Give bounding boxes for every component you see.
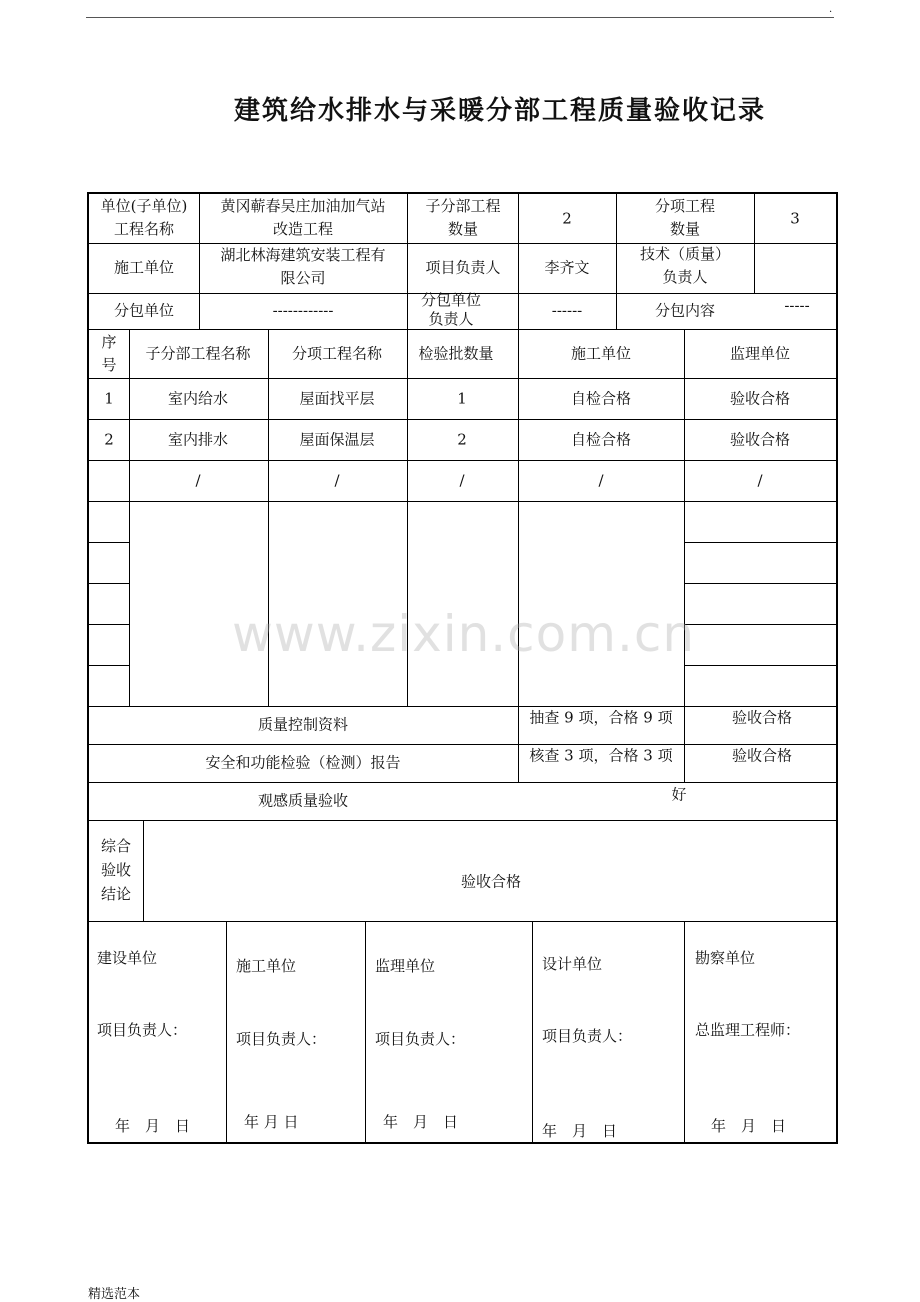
pm-name: 李齐文	[544, 258, 590, 277]
row-line	[684, 542, 836, 543]
sign-role: 项目负责人：	[97, 1021, 188, 1039]
col-line	[518, 194, 519, 329]
row-line	[89, 542, 129, 543]
sign-date: 年 月 日	[115, 1117, 191, 1135]
sign-role: 项目负责人：	[542, 1027, 633, 1045]
col-line	[754, 194, 755, 293]
sign-role: 总监理工程师：	[695, 1021, 801, 1039]
col-line	[616, 194, 617, 329]
tech-label: 技术（质量） 负责人	[639, 245, 731, 286]
row-line	[89, 820, 836, 821]
quality-verdict: 验收合格	[731, 708, 793, 727]
row-line	[684, 624, 836, 625]
row-line	[684, 665, 836, 666]
col-line	[684, 329, 685, 782]
sign-unit: 勘察单位	[695, 949, 756, 967]
row-supervisor: 验收合格	[729, 389, 791, 408]
row-sub: /	[195, 471, 201, 490]
row-supervisor: 验收合格	[729, 430, 791, 449]
page-title: 建筑给水排水与采暖分部工程质量验收记录	[233, 96, 766, 126]
row-sub: 室内给水	[167, 389, 229, 408]
row-supervisor: /	[757, 471, 763, 490]
sign-unit: 施工单位	[236, 957, 297, 975]
row-line	[89, 624, 129, 625]
row-line	[89, 782, 836, 783]
sign-date: 年 月 日	[711, 1117, 787, 1135]
row-line	[89, 665, 129, 666]
row-batch: 2	[457, 430, 467, 449]
col-line	[518, 329, 519, 782]
sign-unit: 建设单位	[97, 949, 158, 967]
sign-unit: 监理单位	[375, 957, 436, 975]
unit-name: 黄冈蕲春吴庄加油加气站 改造工程	[220, 197, 386, 238]
watermark: www.zixin.com.cn	[232, 605, 696, 663]
acceptance-form	[87, 192, 838, 1144]
header-rule	[86, 17, 834, 18]
row-item: 屋面找平层	[299, 389, 375, 408]
footer-note: 精选范本	[88, 1287, 141, 1302]
sign-role: 项目负责人：	[236, 1030, 327, 1048]
row-no: 2	[104, 430, 114, 449]
safety-result: 核查 3 项，合格 3 项	[529, 746, 673, 765]
builder-name: 湖北林海建筑安装工程有 限公司	[220, 246, 386, 287]
appearance-label: 观感质量验收	[257, 791, 349, 810]
row-line	[89, 419, 836, 420]
col-line	[226, 921, 227, 1144]
col-builder: 施工单位	[570, 344, 632, 363]
sub-lead-label: 分包单位 负责人	[420, 291, 482, 328]
subcontract-label: 分包单位	[113, 301, 175, 320]
row-line	[89, 744, 836, 745]
row-line	[89, 921, 836, 922]
item-count-label: 分项工程 数量	[654, 197, 716, 238]
pm-label: 项目负责人	[425, 258, 501, 277]
col-line	[407, 194, 408, 329]
col-line	[532, 921, 533, 1144]
unit-label: 单位(子单位) 工程名称	[100, 197, 188, 238]
col-line	[365, 921, 366, 1144]
sign-unit: 设计单位	[542, 955, 603, 973]
appearance-result: 好	[671, 785, 687, 804]
col-line	[199, 194, 200, 329]
sub-count-value: 2	[562, 209, 572, 228]
sign-date: 年 月 日	[383, 1113, 459, 1131]
row-line	[684, 583, 836, 584]
sub-content-value: -----	[784, 296, 810, 315]
row-item: 屋面保温层	[299, 430, 375, 449]
quality-result: 抽查 9 项，合格 9 项	[529, 708, 673, 727]
col-line	[754, 293, 755, 329]
row-batch: /	[459, 471, 465, 490]
quality-label: 质量控制资料	[257, 715, 349, 734]
subcontract-value: ------------	[272, 301, 334, 320]
row-sub: 室内排水	[167, 430, 229, 449]
col-batch: 检验批数量	[418, 344, 494, 363]
sub-count-label: 子分部工程 数量	[425, 197, 501, 238]
row-batch: 1	[457, 389, 467, 408]
col-line	[129, 329, 130, 706]
row-line	[89, 706, 836, 707]
row-builder: 自检合格	[570, 389, 632, 408]
row-item: /	[334, 471, 340, 490]
col-item: 分项工程名称	[291, 344, 383, 363]
conclusion-label: 综合 验收 结论	[100, 837, 132, 903]
col-no: 序 号	[101, 333, 117, 374]
row-line	[89, 329, 836, 330]
sub-lead-value: ------	[551, 301, 583, 320]
row-no: 1	[104, 389, 114, 408]
col-line	[684, 921, 685, 1144]
row-line	[89, 378, 836, 379]
sub-content-label: 分包内容	[654, 301, 716, 320]
row-line	[89, 583, 129, 584]
row-line	[89, 501, 836, 502]
row-builder: 自检合格	[570, 430, 632, 449]
row-builder: /	[598, 471, 604, 490]
safety-verdict: 验收合格	[731, 746, 793, 765]
builder-label: 施工单位	[113, 258, 175, 277]
corner-mark: .	[829, 4, 833, 15]
conclusion-value: 验收合格	[460, 872, 522, 891]
item-count-value: 3	[790, 209, 800, 228]
col-sub: 子分部工程名称	[145, 344, 251, 363]
safety-label: 安全和功能检验（检测）报告	[205, 753, 401, 772]
col-line	[143, 820, 144, 921]
sign-role: 项目负责人：	[375, 1030, 466, 1048]
row-line	[89, 460, 836, 461]
col-supervisor: 监理单位	[729, 344, 791, 363]
sign-date: 年 月 日	[542, 1122, 618, 1140]
sign-date: 年 月 日	[244, 1113, 299, 1131]
